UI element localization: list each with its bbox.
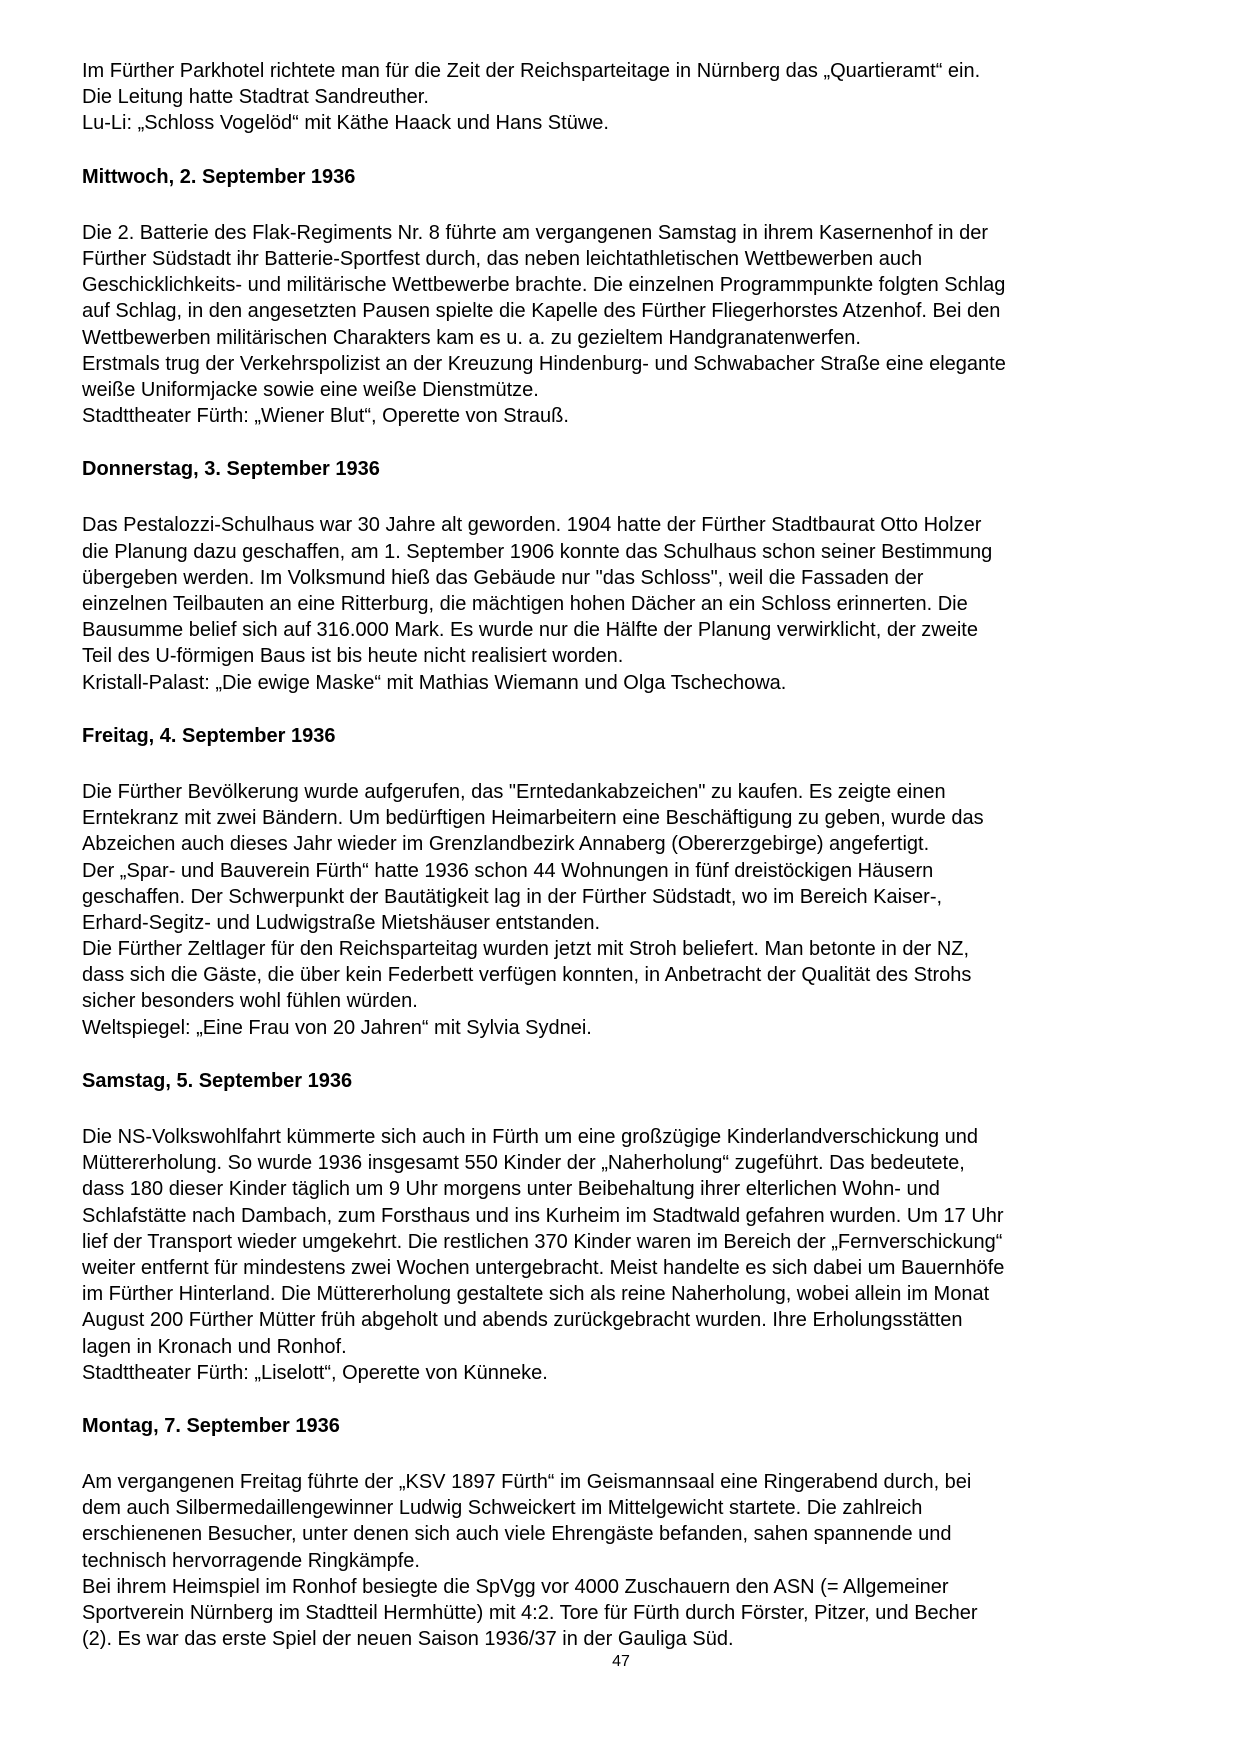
- text-line: übergeben werden. Im Volksmund hieß das Gebäude nur "das Schloss", weil die Fassaden der: [82, 566, 924, 589]
- intro-paragraph: [82, 58, 1172, 137]
- text-line: Die 2. Batterie des Flak-Regiments Nr. 8 führte am vergangenen Samstag in ihrem Kasernenhof in der: [82, 221, 989, 244]
- text-line: Wettbewerben militärischen Charakters kam es u. a. zu gezieltem Handgranatenwerfen.: [82, 326, 861, 349]
- text-line: (2). Es war das erste Spiel der neuen Saison 1936/37 in der Gauliga Süd.: [82, 1628, 734, 1651]
- text-line: im Fürther Hinterland. Die Müttererholung gestaltete sich als reine Naherholung, wobei allein im Monat: [82, 1283, 990, 1306]
- text-line: Teil des U-förmigen Baus ist bis heute nicht realisiert worden.: [82, 645, 624, 668]
- entry-paragraph: [82, 779, 1172, 1041]
- text-line: Am vergangenen Freitag führte der „KSV 1897 Fürth“ im Geismannsaal eine Ringerabend durch, bei: [82, 1471, 972, 1494]
- text-line: dem auch Silbermedaillengewinner Ludwig Schweickert im Mittelgewicht startete. Die zahlreich: [82, 1497, 923, 1520]
- text-line: Bausumme belief sich auf 316.000 Mark. Es wurde nur die Hälfte der Planung verwirklicht, der zweite: [82, 619, 978, 642]
- text-line: weiter entfernt für mindestens zwei Wochen untergebracht. Meist handelte es sich dabei um Bauernhöfe: [82, 1256, 1005, 1279]
- text-line: geschaffen. Der Schwerpunkt der Bautätigkeit lag in der Fürther Südstadt, wo im Bereich Kaiser-,: [82, 885, 943, 908]
- text-line: Die NS-Volkswohlfahrt kümmerte sich auch in Fürth um eine großzügige Kinderlandverschickung und: [82, 1126, 978, 1148]
- text-line: dass sich die Gäste, die über kein Federbett verfügen konnten, in Anbetracht der Qualität des Strohs: [82, 964, 972, 987]
- page-number: 47: [612, 1653, 630, 1670]
- date-heading-monday: Montag, 7. September 1936: [82, 1414, 340, 1437]
- text-line: die Planung dazu geschaffen, am 1. September 1906 konnte das Schulhaus schon seiner Bestimmung: [82, 540, 993, 563]
- text-line: Weltspiegel: „Eine Frau von 20 Jahren“ mit Sylvia Sydnei.: [82, 1016, 592, 1039]
- date-heading-thursday: Donnerstag, 3. September 1936: [82, 458, 380, 481]
- text-line: Fürther Südstadt ihr Batterie-Sportfest durch, das neben leichtathletischen Wettbewerben auch: [82, 247, 923, 270]
- text-line: Die Fürther Bevölkerung wurde aufgerufen, das "Erntedankabzeichen" zu kaufen. Es zeigte einen: [82, 780, 946, 803]
- text-line: sicher besonders wohl fühlen würden.: [82, 990, 418, 1013]
- text-line: Erntekranz mit zwei Bändern. Um bedürftigen Heimarbeitern eine Beschäftigung zu geben, wurde das: [82, 807, 984, 830]
- text-line: Das Pestalozzi-Schulhaus war 30 Jahre alt geworden. 1904 hatte der Fürther Stadtbaurat Otto Holzer: [82, 514, 982, 537]
- text-line: Sportverein Nürnberg im Stadtteil Hermhütte) mit 4:2. Tore für Fürth durch Förster, Pitzer, und Becher: [82, 1602, 978, 1624]
- text-line: erschienenen Besucher, unter denen sich auch viele Ehrengäste befanden, sahen spannende und: [82, 1523, 952, 1546]
- text-line: weiße Uniformjacke sowie eine weiße Dienstmütze.: [82, 378, 539, 401]
- text-line: Im Fürther Parkhotel richtete man für die Zeit der Reichsparteitage in Nürnberg das „Quartieramt“ ein.: [82, 60, 981, 82]
- text-line: Bei ihrem Heimspiel im Ronhof besiegte die SpVgg vor 4000 Zuschauern den ASN (= Allgemeiner: [82, 1575, 949, 1598]
- text-line: Die Leitung hatte Stadtrat Sandreuther.: [82, 86, 429, 109]
- entry-paragraph: [82, 1124, 1172, 1386]
- text-line: Lu-Li: „Schloss Vogelöd“ mit Käthe Haack und Hans Stüwe.: [82, 112, 609, 135]
- entry-paragraph: [82, 512, 1172, 695]
- date-heading-saturday: Samstag, 5. September 1936: [82, 1069, 353, 1092]
- text-line: Müttererholung. So wurde 1936 insgesamt 550 Kinder der „Naherholung“ zugeführt. Das bedeutete,: [82, 1152, 965, 1175]
- text-line: August 200 Fürther Mütter früh abgeholt und abends zurückgebracht wurden. Ihre Erholungsstätten: [82, 1309, 963, 1332]
- text-line: Abzeichen auch dieses Jahr wieder im Grenzlandbezirk Annaberg (Obererzgebirge) angefertigt.: [82, 833, 930, 856]
- text-line: auf Schlag, in den angesetzten Pausen spielte die Kapelle des Fürther Fliegerhorstes Atzenhof. Bei den: [82, 300, 1001, 323]
- text-line: Erhard-Segitz- und Ludwigstraße Mietshäuser entstanden.: [82, 911, 601, 934]
- text-line: Geschicklichkeits- und militärische Wettbewerbe brachte. Die einzelnen Programmpunkte folgten Schlag: [82, 274, 1006, 297]
- text-line: Der „Spar- und Bauverein Fürth“ hatte 1936 schon 44 Wohnungen in fünf dreistöckigen Häusern: [82, 859, 934, 882]
- text-line: Stadttheater Fürth: „Wiener Blut“, Operette von Strauß.: [82, 405, 569, 428]
- date-heading-friday: Freitag, 4. September 1936: [82, 724, 336, 747]
- text-line: lagen in Kronach und Ronhof.: [82, 1335, 347, 1358]
- text-line: Stadttheater Fürth: „Liselott“, Operette von Künneke.: [82, 1361, 548, 1384]
- text-line: dass 180 dieser Kinder täglich um 9 Uhr morgens unter Beibehaltung ihrer elterlichen Wohn- und: [82, 1178, 940, 1201]
- text-line: Die Fürther Zeltlager für den Reichsparteitag wurden jetzt mit Stroh beliefert. Man betonte in der NZ,: [82, 938, 970, 961]
- entry-paragraph: [82, 1469, 1172, 1652]
- text-line: Schlafstätte nach Dambach, zum Forsthaus und ins Kurheim im Stadtwald gefahren wurden. Um 17 Uhr: [82, 1204, 1004, 1227]
- text-line: Kristall-Palast: „Die ewige Maske“ mit Mathias Wiemann und Olga Tschechowa.: [82, 671, 787, 694]
- entry-paragraph: [82, 220, 1172, 430]
- text-line: technisch hervorragende Ringkämpfe.: [82, 1549, 420, 1572]
- date-heading-wednesday: Mittwoch, 2. September 1936: [82, 165, 356, 188]
- text-line: lief der Transport wieder umgekehrt. Die restlichen 370 Kinder waren im Bereich der „Fernverschickung“: [82, 1230, 1003, 1253]
- text-line: einzelnen Teilbauten an eine Ritterburg, die mächtigen hohen Dächer an ein Schloss erinnerten. Die: [82, 593, 968, 615]
- page-content: [82, 58, 1172, 1652]
- text-line: Erstmals trug der Verkehrspolizist an der Kreuzung Hindenburg- und Schwabacher Straße eine elegante: [82, 352, 1006, 375]
